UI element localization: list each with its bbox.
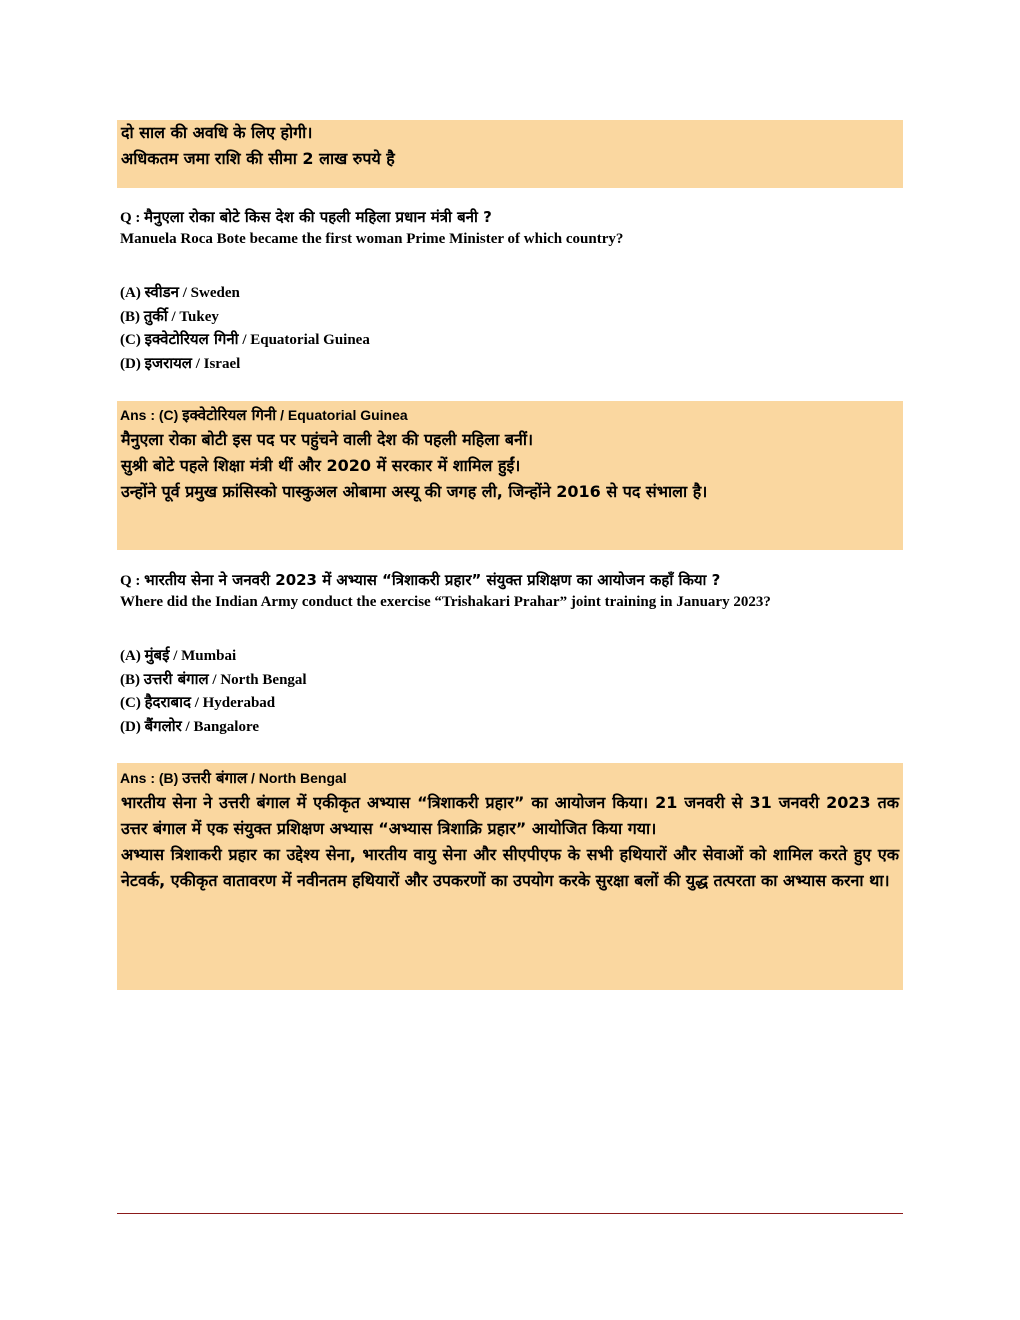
explanation-paragraph: अभ्यास त्रिशाकरी प्रहार का उद्देश्य सेना, भारतीय वायु सेना और सीएपीएफ के सभी हथियारों और सेवाओं को शामिल करते हुए एक नेटवर्क, एकीकृत वातावरण में नवीनतम हथियारों और उपकरणों का उपयोग करके सुरक्षा बलों की युद्ध तत्परता का अभ्यास करना था। [121,845,899,890]
question-prefix: Q : [120,573,141,589]
option-a: (A) मुंबई / Mumbai [120,646,237,664]
question-english: Manuela Roca Bote became the first woman Prime Minister of which country? [120,231,624,247]
answer-line: Ans : (C) इक्वेटोरियल गिनी / Equatorial Guinea [120,406,408,424]
option-a: (A) स्वीडन / Sweden [120,283,240,301]
previous-answer-box [117,120,903,188]
explanation-paragraph: भारतीय सेना ने उत्तरी बंगाल में एकीकृत अभ्यास “त्रिशाकरी प्रहार” का आयोजन किया। 21 जनवरी से 31 जनवरी 2023 तक उत्तर बंगाल में एक संयुक्त प्रशिक्षण अभ्यास “अभ्यास त्रिशाक्रि प्रहार” आयोजित किया गया। [121,793,899,838]
answer-box-1 [117,401,903,550]
question-2 [120,570,771,613]
option-b: (B) उत्तरी बंगाल / North Bengal [120,669,307,688]
question-1 [120,207,623,250]
question-hindi: मैनुएला रोका बोटे किस देश की पहली महिला प्रधान मंत्री बनी ? [144,208,492,226]
text-line: अधिकतम जमा राशि की सीमा 2 लाख रुपये है [121,149,395,168]
option-c: (C) इक्वेटोरियल गिनी / Equatorial Guinea [120,330,370,348]
text-line: दो साल की अवधि के लिए होगी। [121,123,313,142]
explanation-line: उन्होंने पूर्व प्रमुख फ्रांसिस्को पास्कुअल ओबामा अस्यू की जगह ली, जिन्होंने 2016 से पद संभाला है। [121,482,708,501]
question-2-options [120,644,307,738]
option-c: (C) हैदराबाद / Hyderabad [120,693,276,711]
question-prefix: Q : [120,210,141,226]
option-d: (D) बैंगलोर / Bangalore [120,716,260,735]
explanation-line: सुश्री बोटे पहले शिक्षा मंत्री थीं और 2020 में सरकार में शामिल हुईं। [121,456,521,475]
answer-line: Ans : (B) उत्तरी बंगाल / North Bengal [120,769,347,787]
question-hindi: भारतीय सेना ने जनवरी 2023 में अभ्यास “त्रिशाकरी प्रहार” संयुक्त प्रशिक्षण का आयोजन कहाँ किया ? [144,571,721,589]
answer-box-2 [117,763,903,990]
footer-divider [117,1213,903,1214]
explanation-line: मैनुएला रोका बोटी इस पद पर पहुंचने वाली देश की पहली महिला बनीं। [121,430,534,449]
question-1-options [120,281,370,375]
option-d: (D) इजरायल / Israel [120,353,241,372]
question-english: Where did the Indian Army conduct the exercise “Trishakari Prahar” joint training in January 2023? [120,594,771,610]
option-b: (B) तुर्की / Tukey [120,306,219,325]
